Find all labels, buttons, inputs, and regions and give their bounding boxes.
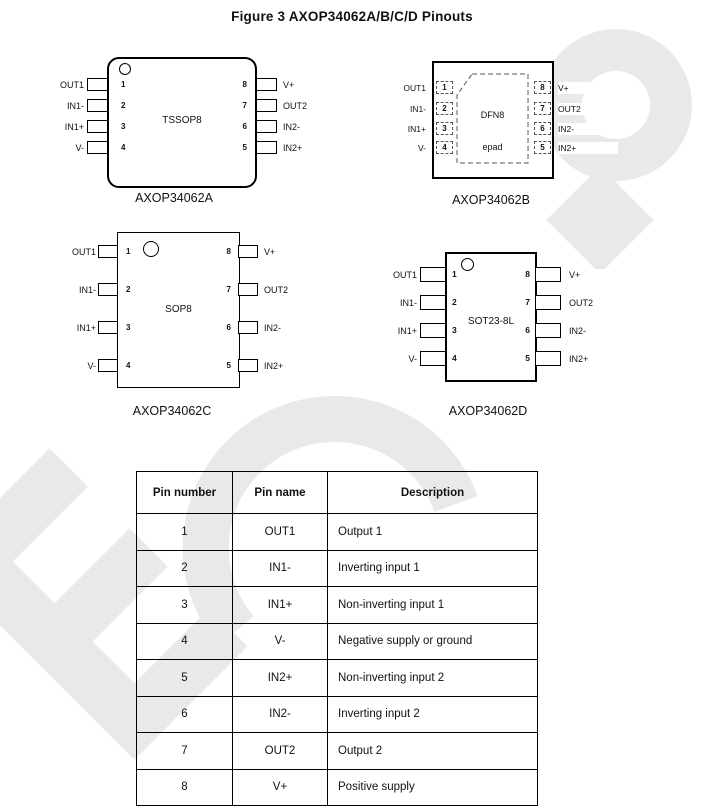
pin-number: 5 — [226, 361, 231, 370]
table-cell-description: Negative supply or ground — [328, 623, 538, 660]
table-cell-pin-name: OUT1 — [233, 514, 328, 551]
table-cell-pin-number: 1 — [137, 514, 233, 551]
table-cell-pin-number: 5 — [137, 660, 233, 697]
pin-label: IN1- — [44, 284, 96, 296]
table-cell-pin-name: IN1- — [233, 550, 328, 587]
table-cell-description: Non-inverting input 2 — [328, 660, 538, 697]
pin-pad — [535, 323, 561, 338]
pin-pad — [87, 78, 108, 91]
pin-number: 6 — [525, 325, 530, 335]
pin-label: OUT2 — [569, 297, 629, 309]
table-cell-description: Positive supply — [328, 769, 538, 806]
pin-label: IN1+ — [365, 325, 417, 337]
pin-number: 8 — [525, 269, 530, 279]
pin-pad — [420, 295, 446, 310]
pin-number: 3 — [452, 325, 457, 335]
pin-pad — [238, 283, 258, 296]
pin-pad: 7 — [534, 102, 551, 115]
pin-number: 4 — [452, 353, 457, 363]
epad-label: epad — [482, 142, 503, 152]
pin-pad — [98, 359, 118, 372]
pin-label: V- — [32, 142, 84, 154]
table-cell-description: Inverting input 2 — [328, 696, 538, 733]
pin-label: IN2- — [558, 123, 618, 135]
pin-number: 6 — [242, 122, 247, 131]
package-caption: AXOP34062A — [135, 191, 213, 205]
table-cell-pin-number: 8 — [137, 769, 233, 806]
pin-pad — [238, 359, 258, 372]
package-caption: AXOP34062D — [448, 404, 528, 418]
pin1-indicator-icon — [119, 63, 131, 75]
package-caption: AXOP34062B — [452, 193, 530, 207]
pin-label: IN2+ — [569, 353, 629, 365]
table-cell-description: Non-inverting input 1 — [328, 587, 538, 624]
pin-pad — [535, 351, 561, 366]
table-header-cell: Pin number — [137, 472, 233, 514]
pin-pad: 3 — [436, 122, 453, 135]
table-cell-pin-name: IN2+ — [233, 660, 328, 697]
pin-pad — [420, 323, 446, 338]
table-cell-pin-number: 7 — [137, 733, 233, 770]
table-row — [137, 514, 538, 551]
pin-label: V+ — [283, 79, 343, 91]
pin-pad: 4 — [436, 141, 453, 154]
pin-label: V+ — [569, 269, 629, 281]
pin-label: V- — [44, 360, 96, 372]
table-cell-pin-number: 2 — [137, 550, 233, 587]
pin-pad — [98, 321, 118, 334]
table-header-cell: Pin name — [233, 472, 328, 514]
pin-label: V+ — [264, 246, 324, 258]
table-row — [137, 587, 538, 624]
pin-label: OUT2 — [558, 103, 618, 115]
pin-label: IN1- — [32, 100, 84, 112]
pin-pad: 2 — [436, 102, 453, 115]
pin-label: OUT2 — [283, 100, 343, 112]
pin-label: V- — [376, 142, 426, 154]
package-name-label: SOT23-8L — [467, 316, 515, 327]
table-row — [137, 660, 538, 697]
table-cell-pin-number: 6 — [137, 696, 233, 733]
pin-pad — [535, 267, 561, 282]
table-row — [137, 769, 538, 806]
pin-label: IN1+ — [32, 121, 84, 133]
pin-number: 3 — [121, 122, 126, 131]
table-cell-pin-name: V- — [233, 623, 328, 660]
package-name-label: SOP8 — [165, 304, 192, 315]
table-cell-pin-name: OUT2 — [233, 733, 328, 770]
table-cell-pin-number: 4 — [137, 623, 233, 660]
table-row — [137, 696, 538, 733]
pin-pad — [98, 283, 118, 296]
pin-number: 4 — [121, 143, 126, 152]
figure-title: Figure 3 AXOP34062A/B/C/D Pinouts — [231, 9, 473, 24]
pin-number: 2 — [121, 101, 126, 110]
pin-number: 2 — [126, 285, 131, 294]
pin-pad — [87, 99, 108, 112]
table-row — [137, 550, 538, 587]
pin-pad: 6 — [534, 122, 551, 135]
pin-label: OUT1 — [365, 269, 417, 281]
pin-label: V+ — [558, 82, 618, 94]
table-cell-description: Output 2 — [328, 733, 538, 770]
pin-pad — [256, 99, 277, 112]
pin-number: 8 — [226, 247, 231, 256]
pin-pad — [256, 120, 277, 133]
package-name-label: TSSOP8 — [162, 115, 202, 126]
pin-pad — [87, 120, 108, 133]
table-header-cell: Description — [328, 472, 538, 514]
table-cell-description: Output 1 — [328, 514, 538, 551]
table-row — [137, 733, 538, 770]
pin-number: 4 — [126, 361, 131, 370]
pin-label: OUT2 — [264, 284, 324, 296]
pin-pad — [238, 321, 258, 334]
table-header-row — [137, 472, 538, 514]
pin-label: IN1+ — [376, 123, 426, 135]
pin-pad — [256, 141, 277, 154]
pin-label: IN2+ — [283, 142, 343, 154]
pin-number: 1 — [126, 247, 131, 256]
pin-number: 7 — [226, 285, 231, 294]
table-cell-pin-number: 3 — [137, 587, 233, 624]
pin-number: 5 — [525, 353, 530, 363]
pin-table — [136, 471, 538, 806]
pin-label: IN2+ — [558, 142, 618, 154]
table-cell-pin-name: V+ — [233, 769, 328, 806]
table-row — [137, 623, 538, 660]
pin-number: 6 — [226, 323, 231, 332]
pin-number: 1 — [452, 269, 457, 279]
pin-pad — [256, 78, 277, 91]
table-cell-pin-name: IN2- — [233, 696, 328, 733]
pin-number: 8 — [242, 80, 247, 89]
pin-pad — [87, 141, 108, 154]
package-name-label: DFN8 — [480, 110, 505, 120]
pin-label: IN2- — [264, 322, 324, 334]
table-cell-pin-name: IN1+ — [233, 587, 328, 624]
pin-label: OUT1 — [32, 79, 84, 91]
table-cell-description: Inverting input 1 — [328, 550, 538, 587]
pin-number: 3 — [126, 323, 131, 332]
pin-label: OUT1 — [376, 82, 426, 94]
pin-label: IN2- — [569, 325, 629, 337]
pin-number: 1 — [121, 80, 126, 89]
package-caption: AXOP34062C — [132, 404, 212, 418]
pin-label: IN1- — [365, 297, 417, 309]
pin-pad — [420, 351, 446, 366]
pin-label: OUT1 — [44, 246, 96, 258]
pin-number: 5 — [242, 143, 247, 152]
pin-number: 2 — [452, 297, 457, 307]
pin-pad — [420, 267, 446, 282]
pin-pad — [238, 245, 258, 258]
pin-pad — [98, 245, 118, 258]
pin-number: 7 — [242, 101, 247, 110]
pin1-indicator-icon — [143, 241, 159, 257]
pin-label: IN2+ — [264, 360, 324, 372]
pin-pad: 8 — [534, 81, 551, 94]
pin-label: V- — [365, 353, 417, 365]
pin-label: IN1- — [376, 103, 426, 115]
pin-pad — [535, 295, 561, 310]
pin-label: IN2- — [283, 121, 343, 133]
pin-number: 7 — [525, 297, 530, 307]
pin-pad: 1 — [436, 81, 453, 94]
pin-label: IN1+ — [44, 322, 96, 334]
pin-pad: 5 — [534, 141, 551, 154]
